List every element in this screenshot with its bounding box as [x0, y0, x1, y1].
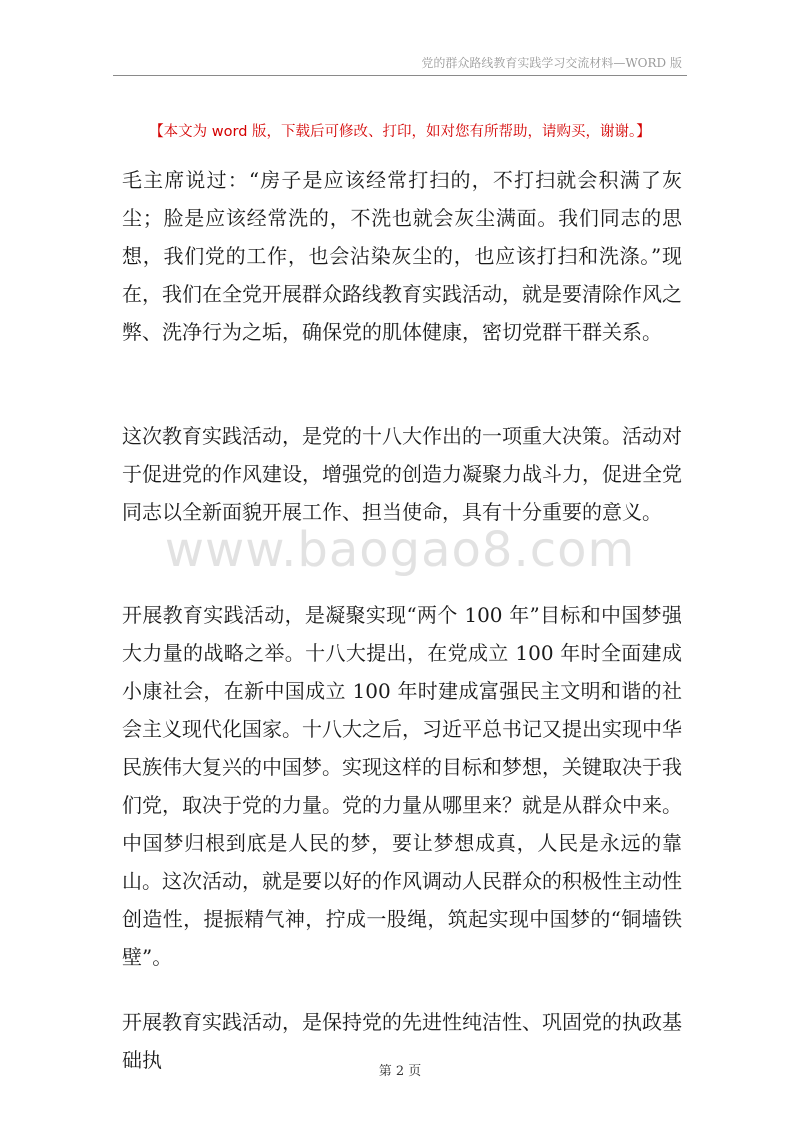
body-paragraph-1: 毛主席说过：“房子是应该经常打扫的，不打扫就会积满了灰尘；脸是应该经常洗的，不洗也就会灰尘满面。我们同志的思想，我们党的工作，也会沾染灰尘的，也应该打扫和洗涤。”现在，我们在全党开展群众路线教育实践活动，就是要清除作风之弊、洗净行为之垢，确保党的肌体健康，密切党群干群关系。 [122, 168, 682, 344]
header-divider [113, 75, 687, 76]
page-header-title: 党的群众路线教育实践学习交流材料—WORD 版 [421, 56, 682, 70]
page-number: 第 2 页 [378, 1064, 422, 1079]
body-paragraph-3: 开展教育实践活动，是凝聚实现“两个 100 年”目标和中国梦强大力量的战略之举。十八大提出，在党成立 100 年时全面建成小康社会，在新中国成立 100 年时建成富强民主文明和谐的社会主义现代化国家。十八大之后，习近平总书记又提出实现中华民族伟大复兴的中国梦。实现这样的目标和梦想，关键取决于我们党，取决于党的力量。党的力量从哪里来？就是从群众中来。中国梦归根到底是人民的梦，要让梦想成真，人民是永远的靠山。这次活动，就是要以好的作风调动人民群众的积极性主动性创造性，提振精气神，拧成一股绳，筑起实现中国梦的“铜墙铁壁”。 [122, 603, 682, 969]
download-notice: 【本文为 word 版，下载后可修改、打印，如对您有所帮助，请购买，谢谢。】 [149, 124, 651, 140]
body-paragraph-4: 开展教育实践活动，是保持党的先进性纯洁性、巩固党的执政基础执 [122, 1010, 682, 1072]
watermark-text: www.baogao8.com [164, 522, 636, 578]
body-paragraph-2: 这次教育实践活动，是党的十八大作出的一项重大决策。活动对于促进党的作风建设，增强党的创造力凝聚力战斗力，促进全党同志以全新面貌开展工作、担当使命，具有十分重要的意义。 [122, 424, 682, 524]
